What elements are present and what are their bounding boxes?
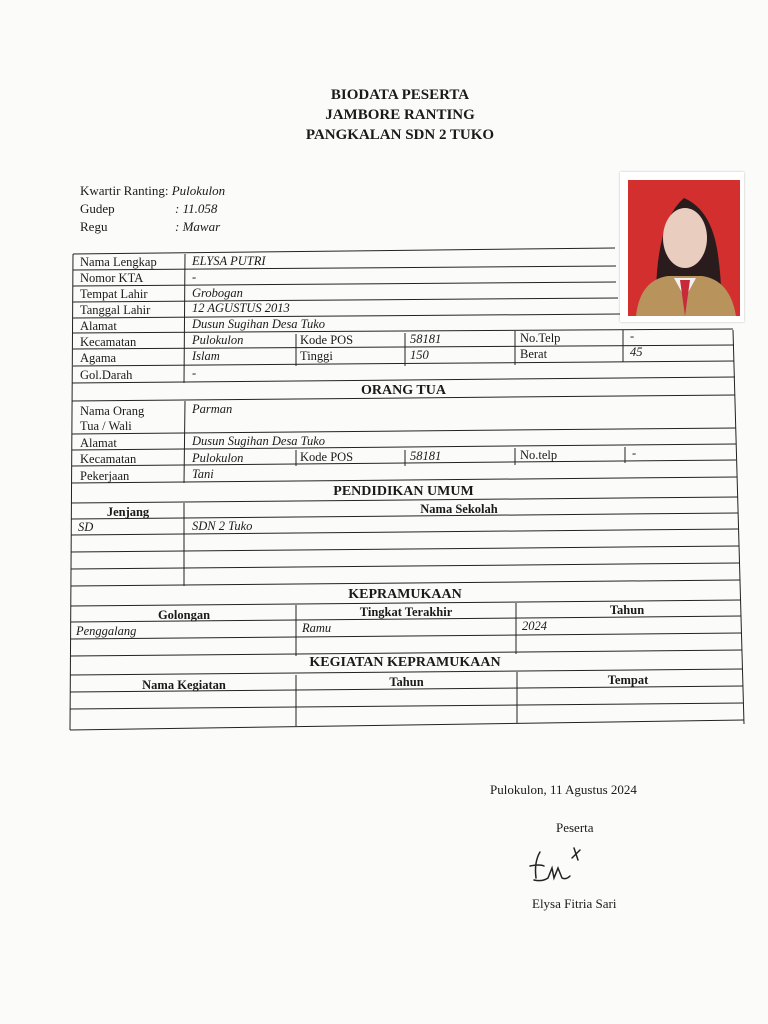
telp-value: - [630,329,635,343]
col-header-tempat: Tempat [607,673,649,687]
pendidikan-row-sekolah: SDN 2 Tuko [192,519,253,533]
signature-name: Elysa Fitria Sari [532,896,617,911]
section-title-kegiatan: KEGIATAN KEPRAMUKAAN [309,655,501,670]
gudep-value: : 11.058 [175,201,218,216]
nama-label: Nama Lengkap [80,255,157,269]
ortu-alamat-value: Dusun Sugihan Desa Tuko [192,434,325,448]
goldarah-label: Gol.Darah [80,368,133,382]
ortu-pekerjaan-label: Pekerjaan [80,469,130,483]
ortu-kecamatan-label: Kecamatan [80,452,137,466]
kecamatan-label: Kecamatan [80,335,137,349]
col-header-jenjang: Jenjang [106,505,150,519]
ortu-kodepos-value: 58181 [410,449,442,463]
gudep-label: Gudep [80,201,115,216]
tanggal-lahir-value: 12 AGUSTUS 2013 [192,301,290,315]
doc-title-line2: JAMBORE RANTING [325,107,475,123]
kepramukaan-row-tahun: 2024 [522,619,547,633]
agama-value: Islam [192,349,220,363]
ortu-nama-value: Parman [192,402,233,416]
section-title-orang-tua: ORANG TUA [361,383,446,398]
alamat-value: Dusun Sugihan Desa Tuko [192,317,325,331]
ortu-alamat-label: Alamat [80,436,117,450]
kepramukaan-row-tingkat: Ramu [302,621,332,635]
ortu-telp-value: - [632,446,637,460]
nama-value: ELYSA PUTRI [192,254,266,268]
signature-place-date: Pulokulon, 11 Agustus 2024 [490,782,637,797]
tempat-lahir-value: Grobogan [192,286,243,300]
kodepos-value: 58181 [410,332,442,346]
kwartir-label: Kwartir Ranting: [80,183,169,198]
doc-title-line1: BIODATA PESERTA [330,87,470,103]
telp-label: No.Telp [520,331,561,345]
ortu-kodepos-label: Kode POS [300,450,354,464]
goldarah-value: - [192,366,197,380]
tanggal-lahir-label: Tanggal Lahir [80,303,151,317]
tempat-lahir-label: Tempat Lahir [80,287,148,301]
ortu-nama-label-2: Tua / Wali [80,419,132,433]
kodepos-label: Kode POS [300,333,354,347]
tinggi-value: 150 [410,348,429,362]
berat-label: Berat [520,347,548,361]
kta-value: - [192,270,197,284]
berat-value: 45 [630,345,643,359]
doc-title-line3: PANGKALAN SDN 2 TUKO [305,127,495,143]
section-title-pendidikan: PENDIDIKAN UMUM [333,484,474,499]
kwartir-value: Pulokulon [171,183,226,198]
kta-label: Nomor KTA [80,271,144,285]
pendidikan-row-jenjang: SD [78,520,94,534]
kecamatan-value: Pulokulon [192,333,244,347]
col-header-nama-sekolah: Nama Sekolah [420,502,498,516]
kepramukaan-row-golongan: Penggalang [76,624,137,638]
ortu-nama-label-1: Nama Orang [80,404,145,418]
col-header-tingkat: Tingkat Terakhir [359,605,453,619]
col-header-nama-kegiatan: Nama Kegiatan [142,678,226,692]
ortu-pekerjaan-value: Tani [192,467,214,481]
section-title-kepramukaan: KEPRAMUKAAN [348,587,462,602]
handwritten-signature [526,840,596,890]
alamat-label: Alamat [80,319,117,333]
tinggi-label: Tinggi [300,349,333,363]
signature-role: Peserta [556,820,594,835]
col-header-kegiatan-tahun: Tahun [389,675,424,689]
ortu-kecamatan-value: Pulokulon [192,451,244,465]
agama-label: Agama [80,351,117,365]
regu-label: Regu [80,219,108,234]
col-header-golongan: Golongan [157,608,211,622]
ortu-telp-label: No.telp [520,448,558,462]
regu-value: : Mawar [175,219,221,234]
col-header-tahun: Tahun [609,603,645,617]
